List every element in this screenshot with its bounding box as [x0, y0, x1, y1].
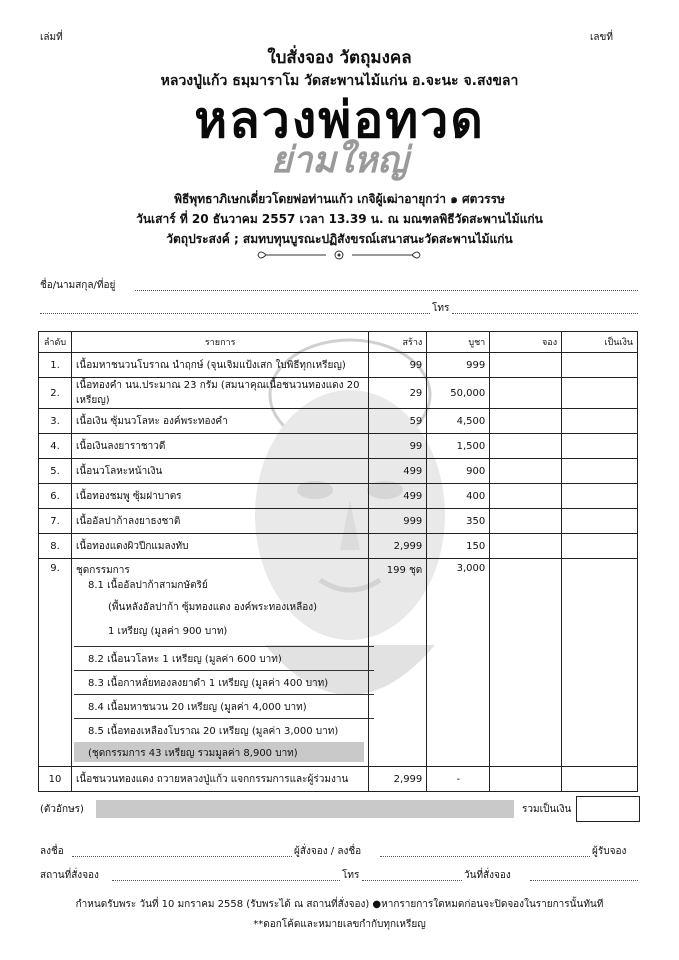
amount-in-words-label: (ตัวอักษร)	[40, 804, 84, 815]
row-amount-input[interactable]	[562, 534, 638, 559]
row-reserve-input[interactable]	[490, 534, 562, 559]
row-item: เนื้อมหาชนวนโบราณ นำฤกษ์ (จุนเจิมแป้งเสก ใบพิธีทุกเหรียญ)	[71, 353, 368, 378]
row-reserve-input[interactable]	[490, 353, 562, 378]
code-note: **ดอกโค้ดและหมายเลขกำกับทุกเหรียญ	[253, 919, 426, 930]
row-item: เนื้ออัลปาก้าลงยาธงชาติ	[71, 509, 368, 534]
row-price: 900	[427, 459, 490, 484]
row-item: เนื้อนวโลหะหน้าเงิน	[71, 459, 368, 484]
row-amount-input[interactable]	[562, 353, 638, 378]
name-address-label: ชื่อ/นามสกุล/ที่อยู่	[40, 280, 116, 291]
row-reserve-input[interactable]	[490, 409, 562, 434]
table-row	[39, 484, 638, 509]
row-reserve-input[interactable]	[490, 434, 562, 459]
set-subitem-4: 8.4 เนื้อมหาชนวน 20 เหรียญ (มูลค่า 4,000 บาท)	[88, 702, 307, 713]
row-no: 2.	[39, 378, 72, 409]
signature-phone-label: โทร	[342, 870, 360, 881]
row-item: เนื้อทองชมพู ซุ้มฝาบาตร	[71, 484, 368, 509]
row-made: 199 ชุด	[369, 559, 427, 767]
order-place-field[interactable]	[112, 880, 340, 881]
document-number-label: เลขที่	[590, 32, 613, 43]
row-no: 6.	[39, 484, 72, 509]
table-row	[39, 509, 638, 534]
row-made: 29	[369, 378, 427, 409]
row-no: 5.	[39, 459, 72, 484]
row-price: 999	[427, 353, 490, 378]
set-subitem-1-detail: (พื้นหลังอัลปาก้า ซุ้มทองแดง องค์พระทองเหลือง)	[108, 602, 318, 613]
book-number-label: เล่มที่	[40, 32, 63, 43]
row-price: 350	[427, 509, 490, 534]
row-price: 400	[427, 484, 490, 509]
row-item: เนื้อเงินลงยาราชาวดี	[71, 434, 368, 459]
name-address-field[interactable]	[135, 290, 638, 291]
row-amount-input[interactable]	[562, 509, 638, 534]
set-subitem-2: 8.2 เนื้อนวโลหะ 1 เหรียญ (มูลค่า 600 บาท)	[88, 654, 282, 665]
ceremony-purpose: วัตถุประสงค์ ; สมทบทุนบูรณะปฏิสังขรณ์เสนาสนะวัดสะพานไม้แก่น	[166, 232, 513, 246]
row-price: 150	[427, 534, 490, 559]
phone-field[interactable]	[452, 313, 638, 314]
ornament-divider	[256, 248, 422, 262]
row-amount-input[interactable]	[562, 378, 638, 409]
set-subitem-divider	[74, 718, 374, 719]
row-reserve-input[interactable]	[490, 484, 562, 509]
row-price: 4,500	[427, 409, 490, 434]
row-reserve-input[interactable]	[490, 559, 562, 767]
table-row	[39, 434, 638, 459]
header-amount: เป็นเงิน	[562, 332, 638, 353]
row-no: 1.	[39, 353, 72, 378]
ceremony-info: พิธีพุทธาภิเษกเดี่ยวโดยพ่อท่านแก้ว เกจิผู้เฒ่าอายุกว่า ๑ ศตวรรษ	[174, 192, 505, 206]
pickup-note: กำหนดรับพระ วันที่ 10 มกราคม 2558 (รับพระได้ ณ สถานที่สั่งจอง) ●หากรายการใดหมดก่อนจะปิดจองในรายการนั้นทันที	[75, 899, 604, 910]
row-made: 59	[369, 409, 427, 434]
table-row	[39, 534, 638, 559]
row-item: เนื้อชนวนทองแดง ถวายหลวงปู่แก้ว แจกกรรมการและผู้ร่วมงาน	[71, 767, 368, 792]
row-made: 499	[369, 484, 427, 509]
total-amount-label: รวมเป็นเงิน	[522, 804, 572, 815]
receiver-signature-field[interactable]	[380, 856, 590, 857]
row-amount-input[interactable]	[562, 409, 638, 434]
order-date-label: วันที่สั่งจอง	[464, 870, 511, 881]
row-made: 2,999	[369, 767, 427, 792]
row-amount-input[interactable]	[562, 767, 638, 792]
row-amount-input[interactable]	[562, 459, 638, 484]
set-subitem-divider	[74, 694, 374, 695]
row-no: 8.	[39, 534, 72, 559]
signature-label: ลงชื่อ	[40, 846, 64, 857]
row-made: 999	[369, 509, 427, 534]
row-amount-input[interactable]	[562, 484, 638, 509]
form-title: ใบสั่งจอง วัตถุมงคล	[267, 48, 412, 68]
orderer-label: ผู้สั่งจอง / ลงชื่อ	[294, 846, 362, 857]
table-row	[39, 353, 638, 378]
row-made: 99	[369, 434, 427, 459]
set-subitem-divider	[74, 670, 374, 671]
form-subtitle: หลวงปู่แก้ว ธมฺมาราโม วัดสะพานไม้แก่น อ.จะนะ จ.สงขลา	[160, 73, 519, 89]
row-made: 99	[369, 353, 427, 378]
header-reserve: จอง	[490, 332, 562, 353]
row-amount-input[interactable]	[562, 559, 638, 767]
ceremony-date: วันเสาร์ ที่ 20 ธันวาคม 2557 เวลา 13.39 น. ณ มณฑลพิธีวัดสะพานไม้แก่น	[136, 212, 543, 226]
row-reserve-input[interactable]	[490, 378, 562, 409]
signature-phone-field[interactable]	[362, 880, 462, 881]
order-date-field[interactable]	[530, 880, 638, 881]
row-item: เนื้อทองคำ นน.ประมาณ 23 กรัม (สมนาคุณเนื้อชนวนทองแดง 20 เหรียญ)	[71, 378, 368, 409]
table-row	[39, 378, 638, 409]
row-no: 4.	[39, 434, 72, 459]
table-header-row	[39, 332, 638, 353]
header-made: สร้าง	[369, 332, 427, 353]
row-made: 2,999	[369, 534, 427, 559]
order-place-label: สถานที่สั่งจอง	[40, 870, 99, 881]
row-item: เนื้อเงิน ซุ้มนวโลหะ องค์พระทองคำ	[71, 409, 368, 434]
row-reserve-input[interactable]	[490, 767, 562, 792]
amount-in-words-field[interactable]	[96, 800, 514, 818]
row-price: -	[427, 767, 490, 792]
orderer-signature-field[interactable]	[72, 856, 292, 857]
row-price: 3,000	[427, 559, 490, 767]
header-no: ลำดับ	[39, 332, 72, 353]
row-price: 1,500	[427, 434, 490, 459]
phone-label: โทร	[432, 303, 450, 314]
set-summary: (ชุดกรรมการ 43 เหรียญ รวมมูลค่า 8,900 บาท)	[88, 748, 298, 759]
row-reserve-input[interactable]	[490, 509, 562, 534]
set-subitem-1-value: 1 เหรียญ (มูลค่า 900 บาท)	[108, 626, 228, 637]
row-made: 499	[369, 459, 427, 484]
row-item: เนื้อทองแดงผิวปีกแมลงทับ	[71, 534, 368, 559]
row-no: 3.	[39, 409, 72, 434]
row-no: 10	[39, 767, 72, 792]
header-item: รายการ	[71, 332, 368, 353]
set-subitem-3: 8.3 เนื้อกาหลั่ยทองลงยาดำ 1 เหรียญ (มูลค่า 400 บาท)	[88, 678, 329, 689]
header-price: บูชา	[427, 332, 490, 353]
row-item: ชุดกรรมการ	[71, 559, 368, 767]
address-line-2-field[interactable]	[40, 313, 430, 314]
row-price: 50,000	[427, 378, 490, 409]
table-row	[39, 767, 638, 792]
row-no: 7.	[39, 509, 72, 534]
set-subitem-1: 8.1 เนื้ออัลปาก้าสามกษัตริย์	[88, 580, 208, 591]
row-no: 9.	[39, 559, 72, 767]
order-table	[38, 331, 638, 792]
total-amount-field[interactable]	[576, 796, 640, 822]
row-reserve-input[interactable]	[490, 459, 562, 484]
row-amount-input[interactable]	[562, 434, 638, 459]
set-subitem-5: 8.5 เนื้อทองเหลืองโบราณ 20 เหรียญ (มูลค่า 3,000 บาท)	[88, 726, 339, 737]
table-row	[39, 409, 638, 434]
receiver-label: ผู้รับจอง	[592, 846, 627, 857]
logo-title: หลวงพ่อทวด	[194, 90, 485, 149]
logo-subtitle: ย่ามใหญ่	[270, 139, 409, 181]
table-row	[39, 459, 638, 484]
set-subitem-divider	[74, 646, 374, 647]
